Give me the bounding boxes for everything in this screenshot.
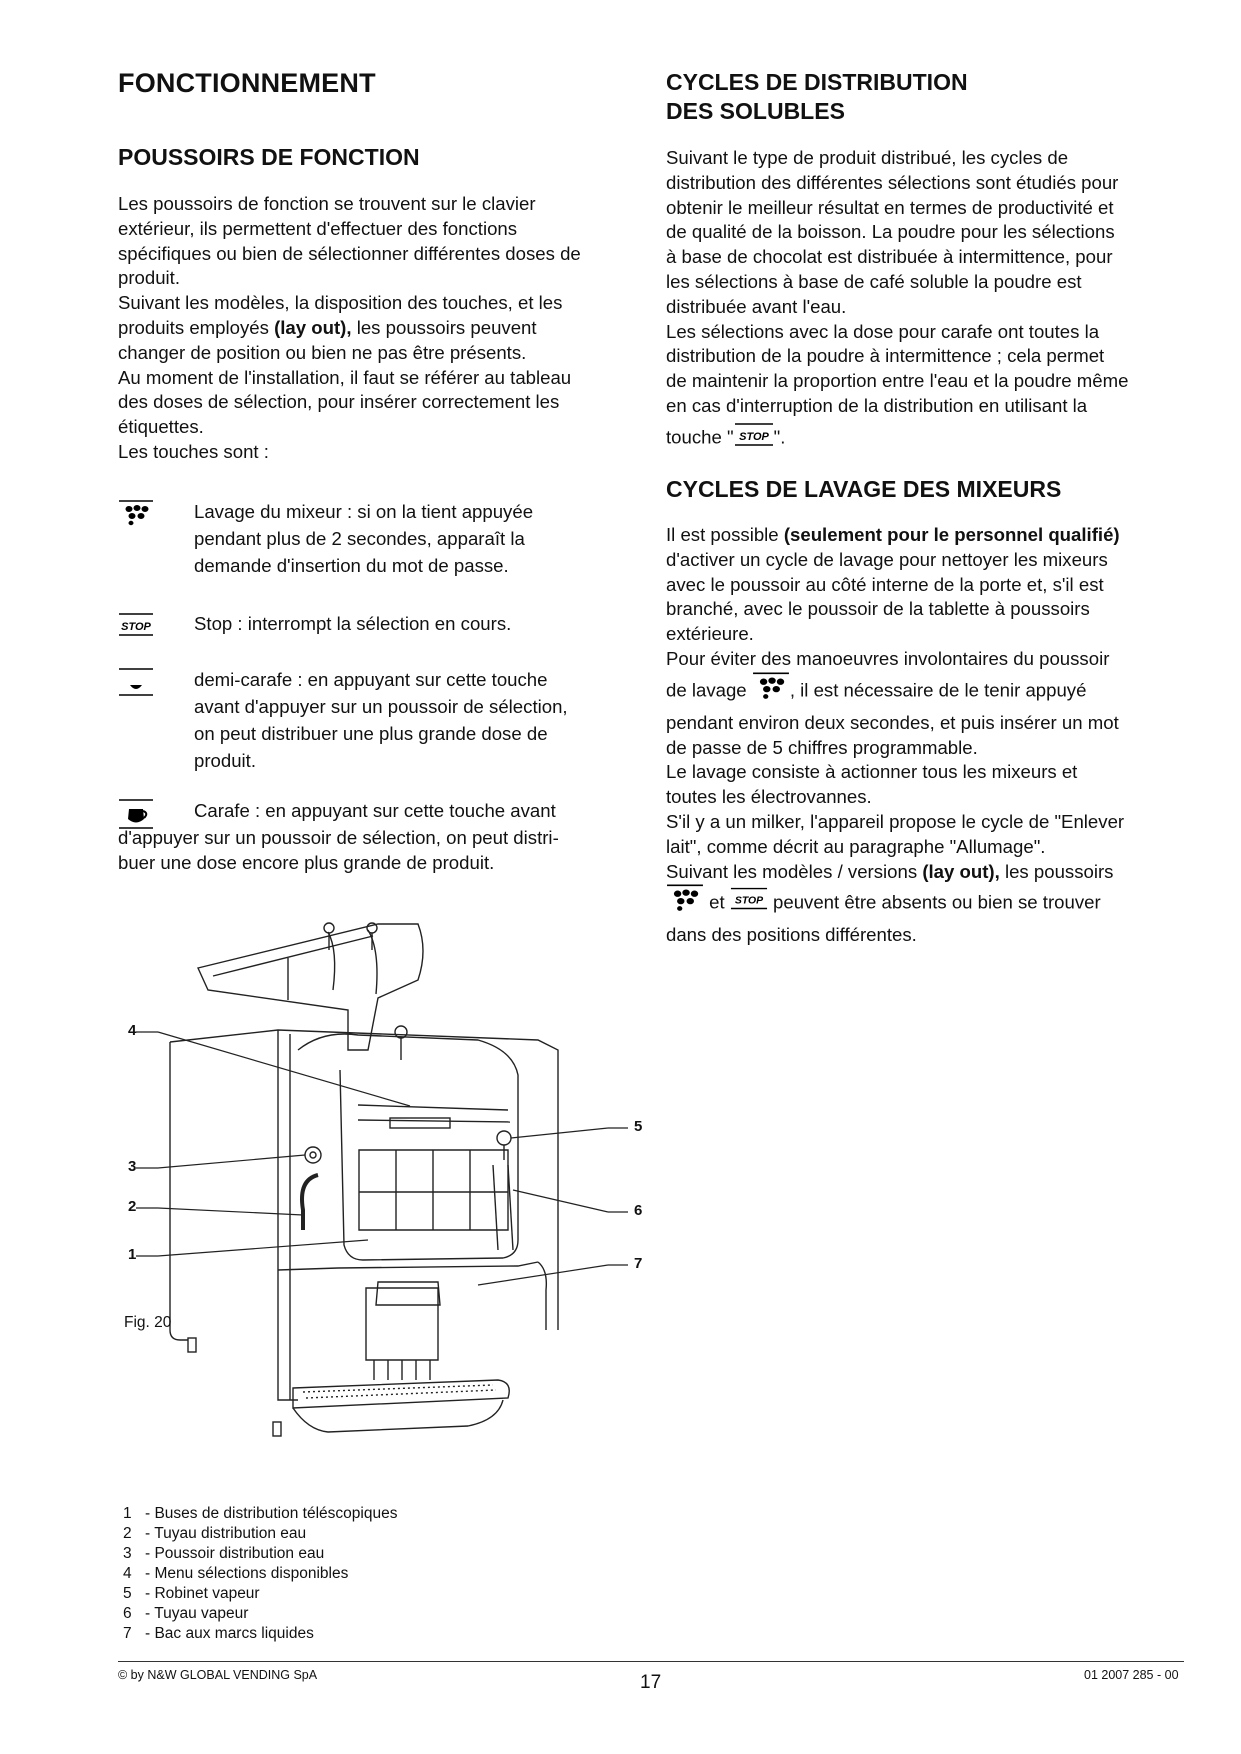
legend-number: 7 xyxy=(123,1625,132,1642)
solubles-paragraph xyxy=(666,146,1196,454)
text-line: produit. xyxy=(194,750,257,771)
section-title-poussoirs: POUSSOIRS DE FONCTION xyxy=(118,144,420,170)
page-title: FONCTIONNEMENT xyxy=(118,68,376,98)
stop-icon xyxy=(730,887,768,920)
legend-item xyxy=(123,1544,643,1564)
text-line: Les touches sont : xyxy=(118,440,269,462)
machine-drawing xyxy=(118,910,658,1470)
text-span: et xyxy=(704,891,730,913)
legend-number: 5 xyxy=(123,1585,132,1602)
text-line xyxy=(118,316,648,341)
text-line: Au moment de l'installation, il faut se référer au tableau xyxy=(118,366,572,388)
text-line: étiquettes. xyxy=(118,416,204,438)
title-line: CYCLES DE DISTRIBUTION xyxy=(666,69,968,95)
text-line: toutes les électrovannes. xyxy=(666,786,872,808)
legend-text: - Bac aux marcs liquides xyxy=(145,1625,314,1642)
legend-item xyxy=(123,1524,643,1544)
key-description xyxy=(194,498,634,579)
text-line: extérieur, ils permettent d'effectuer des fonctions xyxy=(118,217,518,239)
section-title-lavage: CYCLES DE LAVAGE DES MIXEURS xyxy=(666,476,1062,502)
text-span: les poussoirs xyxy=(999,860,1114,882)
text-line: d'activer un cycle de lavage pour nettoyer les mixeurs xyxy=(666,548,1108,570)
text-line: Lavage du mixeur : si on la tient appuyée xyxy=(194,501,534,522)
callout-number: 5 xyxy=(634,1118,643,1135)
text-line: buer une dose encore plus grande de produit. xyxy=(118,851,495,873)
text-line: avec le poussoir au côté interne de la porte et, s'il est xyxy=(666,573,1104,595)
text-line xyxy=(666,672,1206,711)
text-line: d'appuyer sur un poussoir de sélection, on peut distri- xyxy=(118,827,559,848)
title-line: DES SOLUBLES xyxy=(666,98,845,124)
text-line: Les poussoirs de fonction se trouvent sur le clavier xyxy=(118,193,536,214)
text-line: pendant environ deux secondes, et puis insérer un mot xyxy=(666,711,1119,733)
text-line: pendant plus de 2 secondes, apparaît la xyxy=(194,528,525,549)
text-line: distribution des différentes sélections sont étudiés pour xyxy=(666,171,1119,193)
text-span: ". xyxy=(773,426,786,448)
text-span: Il est possible xyxy=(666,524,784,545)
legend-number: 2 xyxy=(123,1525,132,1542)
text-line: distribution de la poudre à intermittence ; cela permet xyxy=(666,345,1105,367)
text-span: touche " xyxy=(666,426,734,448)
callout-number: 1 xyxy=(128,1246,137,1263)
text-line xyxy=(666,423,1196,454)
callout-number: 6 xyxy=(634,1202,643,1219)
legend-number: 3 xyxy=(123,1545,132,1562)
text-line: lait", comme décrit au paragraphe "Allumage". xyxy=(666,835,1046,857)
text-span: , il est nécessaire de le tenir appuyé xyxy=(789,679,1087,701)
text-line: obtenir le meilleur résultat en termes de productivité et xyxy=(666,196,1114,218)
text-line: avant d'appuyer sur un poussoir de sélection, xyxy=(194,696,568,717)
legend-item xyxy=(123,1564,643,1584)
footer-copyright: © by N&W GLOBAL VENDING SpA xyxy=(118,1668,318,1682)
text-line: dans des positions différentes. xyxy=(666,924,917,946)
text-line: distribuée avant l'eau. xyxy=(666,295,847,317)
text-line: de qualité de la boisson. La poudre pour les sélections xyxy=(666,221,1115,243)
legend-text: - Poussoir distribution eau xyxy=(145,1545,325,1562)
page-number: 17 xyxy=(640,1672,662,1693)
legend-text: - Robinet vapeur xyxy=(145,1585,260,1602)
figure-caption: Fig. 20 xyxy=(124,1314,172,1331)
key-description xyxy=(194,797,634,824)
footer-divider xyxy=(118,1661,1184,1662)
legend-number: 6 xyxy=(123,1605,132,1622)
text-line: demi-carafe : en appuyant sur cette touche xyxy=(194,669,548,690)
stop-icon xyxy=(734,423,774,454)
legend-text: - Menu sélections disponibles xyxy=(145,1565,349,1582)
legend-text: - Buses de distribution téléscopiques xyxy=(145,1505,398,1522)
text-line: S'il y a un milker, l'appareil propose le cycle de "Enlever xyxy=(666,810,1125,832)
text-span: de lavage xyxy=(666,679,752,701)
text-line: des doses de sélection, pour insérer correctement les xyxy=(118,391,560,413)
text-line: Pour éviter des manoeuvres involontaires du poussoir xyxy=(666,647,1110,669)
callout-number: 4 xyxy=(128,1022,137,1039)
legend-item xyxy=(123,1604,643,1624)
section-title-solubles xyxy=(666,68,968,126)
key-description xyxy=(194,610,634,637)
key-item-carafe xyxy=(118,797,638,827)
text-line: changer de position ou bien ne pas être présents. xyxy=(118,341,527,363)
legend-number: 1 xyxy=(123,1505,132,1522)
text-line: extérieure. xyxy=(666,623,754,645)
legend-text: - Tuyau distribution eau xyxy=(145,1525,307,1542)
text-line xyxy=(666,884,1206,923)
mixer-wash-icon xyxy=(752,672,790,711)
legend-item xyxy=(123,1504,643,1524)
carafe-continued xyxy=(118,826,648,876)
intro-paragraph xyxy=(118,192,648,465)
text-line: on peut distribuer une plus grande dose de xyxy=(194,723,548,744)
figure-legend xyxy=(123,1504,643,1644)
text-span: les poussoirs peuvent xyxy=(351,316,537,338)
text-span: produits employés xyxy=(118,316,275,338)
mixer-wash-icon xyxy=(666,884,704,923)
doc-code: 01 2007 285 - 00 xyxy=(1084,1668,1179,1682)
text-line: branché, avec le poussoir de la tablette à poussoirs xyxy=(666,598,1090,620)
stop-icon-text: STOP xyxy=(738,430,769,443)
stop-icon xyxy=(118,613,154,644)
text-line: en cas d'interruption de la distribution en utilisant la xyxy=(666,394,1088,416)
text-line: produit. xyxy=(118,267,181,289)
text-line: les sélections à base de café soluble la poudre est xyxy=(666,270,1082,292)
legend-item xyxy=(123,1624,643,1644)
figure-20 xyxy=(118,910,658,1470)
text-line: spécifiques ou bien de sélectionner différentes doses de xyxy=(118,242,581,264)
text-line: Le lavage consiste à actionner tous les mixeurs et xyxy=(666,761,1078,783)
text-span: peuvent être absents ou bien se trouver xyxy=(767,891,1101,913)
legend-text: - Tuyau vapeur xyxy=(145,1605,249,1622)
lavage-paragraph xyxy=(666,523,1206,948)
half-carafe-icon xyxy=(118,668,154,703)
text-line: Les sélections avec la dose pour carafe ont toutes la xyxy=(666,320,1100,342)
text-line xyxy=(666,860,1206,885)
callout-number: 7 xyxy=(634,1255,643,1272)
bold-span: (seulement pour le personnel qualifié) xyxy=(783,524,1120,545)
text-line xyxy=(666,523,1206,548)
text-line: demande d'insertion du mot de passe. xyxy=(194,555,509,576)
text-line: Carafe : en appuyant sur cette touche avant xyxy=(194,800,556,821)
text-line: à base de chocolat est distribuée à intermittence, pour xyxy=(666,246,1113,268)
callout-number: 3 xyxy=(128,1158,137,1175)
text-line: de maintenir la proportion entre l'eau et la poudre même xyxy=(666,370,1129,392)
text-line: Suivant les modèles, la disposition des touches, et les xyxy=(118,292,563,314)
svg-text:STOP: STOP xyxy=(121,621,151,633)
layout-bold: (lay out), xyxy=(274,316,352,338)
mixer-wash-icon xyxy=(118,500,154,535)
text-span: Suivant les modèles / versions xyxy=(666,860,923,882)
text-line: Suivant le type de produit distribué, les cycles de xyxy=(666,147,1069,168)
key-description xyxy=(194,666,634,774)
bold-span: (lay out), xyxy=(922,860,1000,882)
stop-icon-text: STOP xyxy=(734,896,763,908)
legend-item xyxy=(123,1584,643,1604)
text-line: de passe de 5 chiffres programmable. xyxy=(666,736,978,758)
legend-number: 4 xyxy=(123,1565,132,1582)
text-line: Stop : interrompt la sélection en cours. xyxy=(194,613,512,634)
callout-number: 2 xyxy=(128,1198,137,1215)
